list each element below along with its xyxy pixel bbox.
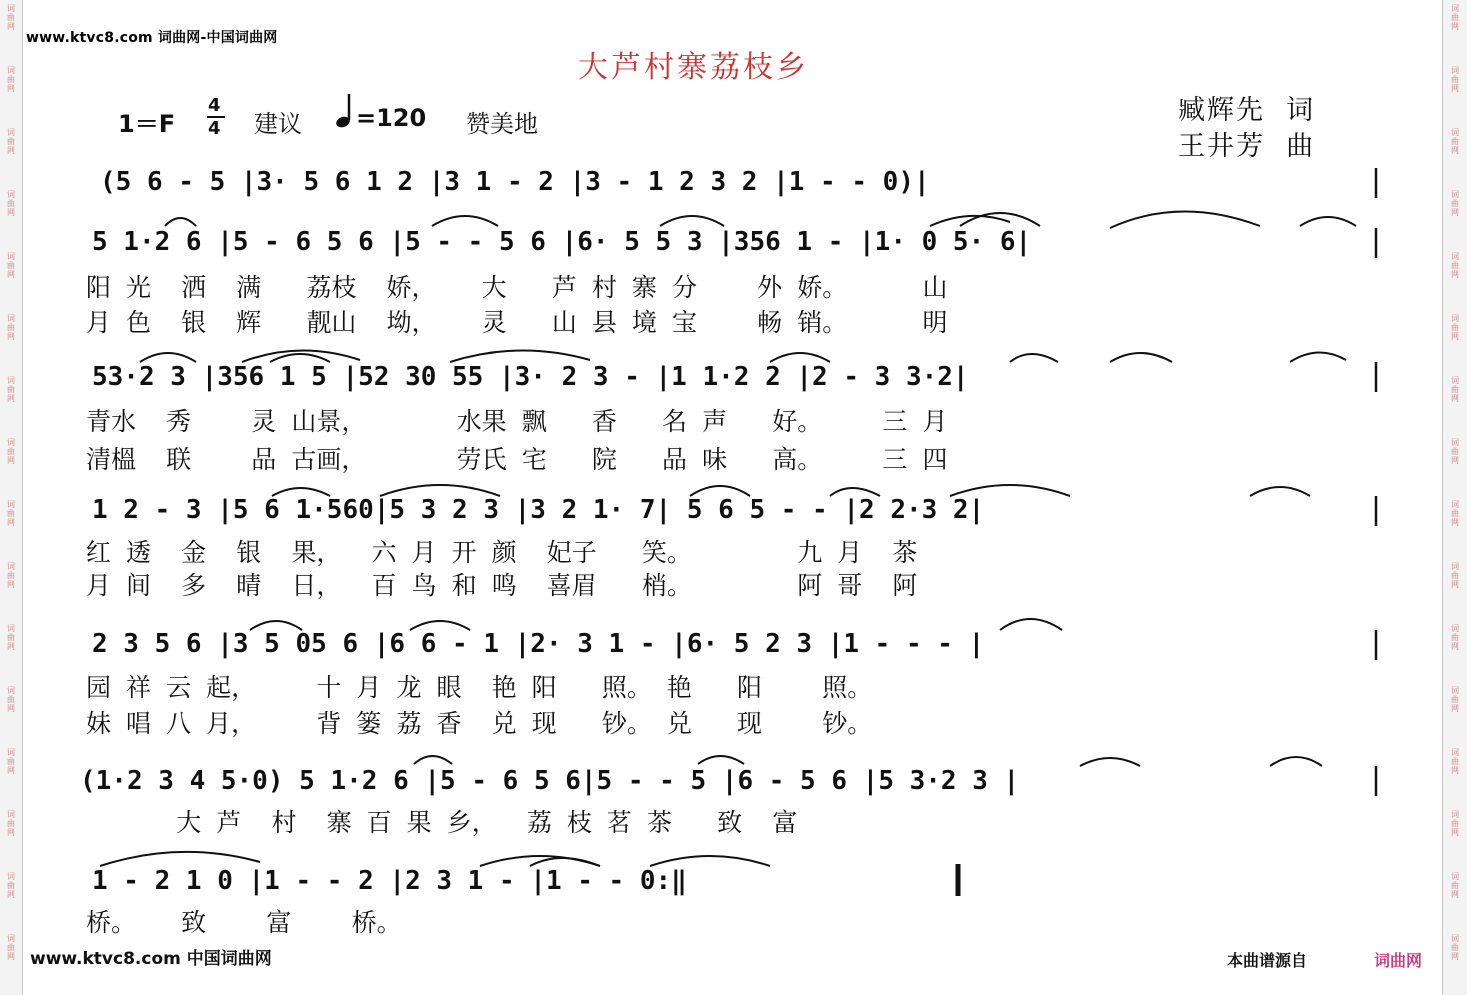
left-watermark-strip	[0, 0, 23, 995]
notation-line: 2 3 5 6 |3 5 05 6 |6 6 - 1 |2· 3 1 - |6· 5 2 3 |1 - - - |	[92, 629, 985, 659]
time-signature-bottom: 4	[208, 118, 221, 139]
notation-line: 53·2 3 |356 1 5 |52 30 55 |3· 2 3 - |1 1·2 2 |2 - 3 3·2|	[92, 362, 969, 392]
notation-line: 5 1·2 6 |5 - 6 5 6 |5 - - 5 6 |6· 5 5 3 |356 1 - |1· 0 5· 6|	[92, 227, 1032, 257]
lyric-line: 月 色 银 辉 靓山 坳， 灵 山 县 境 宝 畅 销。 明	[86, 308, 948, 337]
composer-credit: 王井芳 曲	[1178, 131, 1316, 162]
side-watermark-text: 词 曲 网	[1451, 748, 1459, 775]
side-watermark-text: 词 曲 网	[7, 190, 15, 217]
side-watermark-text: 词 曲 网	[7, 4, 15, 31]
side-watermark-text: 词 曲 网	[1451, 500, 1459, 527]
side-watermark-text: 词 曲 网	[7, 934, 15, 961]
side-watermark-text: 词 曲 网	[7, 314, 15, 341]
notation-line: 1 - 2 1 0 |1 - - 2 |2 3 1 - |1 - - 0:‖	[92, 866, 687, 896]
side-watermark-text: 词 曲 网	[1451, 252, 1459, 279]
song-title: 大芦村寨荔枝乡	[578, 50, 809, 85]
side-watermark-text: 词 曲 网	[1451, 624, 1459, 651]
side-watermark-text: 词 曲 网	[1451, 810, 1459, 837]
notation-line: 1 2 - 3 |5 6 1·560|5 3 2 3 |3 2 1· 7| 5 6 5 - - |2 2·3 2|	[92, 495, 985, 525]
side-watermark-text: 词 曲 网	[7, 810, 15, 837]
lyric-line: 大 芦 村 寨 百 果 乡， 荔 枝 茗 茶 致 富	[86, 808, 798, 837]
side-watermark-text: 词 曲 网	[7, 872, 15, 899]
key-signature: 1＝F	[118, 110, 176, 138]
side-watermark-text: 词 曲 网	[7, 500, 15, 527]
bottom-source-label: 本曲谱源自	[1227, 951, 1308, 970]
side-watermark-text: 词 曲 网	[1451, 66, 1459, 93]
notation-line: (5 6 - 5 |3· 5 6 1 2 |3 1 - 2 |3 - 1 2 3 2 |1 - - 0)|	[100, 167, 930, 197]
side-watermark-text: 词 曲 网	[7, 66, 15, 93]
tempo-label: 建议	[254, 110, 302, 138]
lyric-line: 青水 秀 灵 山景， 水果 飘 香 名 声 好。 三 月	[86, 407, 948, 436]
side-watermark-text: 词 曲 网	[1451, 190, 1459, 217]
side-watermark-text: 词 曲 网	[7, 624, 15, 651]
lyric-line: 清榲 联 品 古画， 劳氏 宅 院 品 味 高。 三 四	[86, 445, 948, 474]
expression-mark: 赞美地	[466, 110, 538, 138]
side-watermark-text: 词 曲 网	[1451, 4, 1459, 31]
top-watermark: www.ktvc8.com 词曲网-中国词曲网	[26, 30, 278, 46]
lyric-line: 红 透 金 银 果， 六 月 开 颜 妃子 笑。 九 月 茶	[86, 538, 918, 567]
final-barlines	[958, 168, 1376, 896]
side-watermark-text: 词 曲 网	[7, 376, 15, 403]
bottom-left-watermark: www.ktvc8.com 中国词曲网	[30, 949, 272, 969]
right-watermark-strip	[1442, 0, 1467, 995]
side-watermark-text: 词 曲 网	[1451, 562, 1459, 589]
notation-line: (1·2 3 4 5·0) 5 1·2 6 |5 - 6 5 6|5 - - 5 |6 - 5 6 |5 3·2 3 |	[80, 766, 1020, 796]
bottom-brand-logo: 词曲网	[1374, 951, 1423, 970]
side-watermark-text: 词 曲 网	[1451, 872, 1459, 899]
lyric-line: 妹 唱 八 月， 背 篓 荔 香 兑 现 钞。 兑 现 钞。	[86, 709, 873, 738]
side-watermark-text: 词 曲 网	[7, 686, 15, 713]
side-watermark-text: 词 曲 网	[7, 562, 15, 589]
quarter-note-icon	[335, 94, 352, 129]
lyric-line: 月 间 多 晴 日， 百 鸟 和 鸣 喜眉 梢。 阿 哥 阿	[86, 571, 918, 600]
time-signature-top: 4	[208, 95, 221, 116]
lyric-line: 桥。 致 富 桥。	[86, 908, 402, 937]
side-watermark-text: 词 曲 网	[1451, 314, 1459, 341]
side-watermark-text: 词 曲 网	[1451, 128, 1459, 155]
side-watermark-text: 词 曲 网	[1451, 686, 1459, 713]
side-watermark-text: 词 曲 网	[1451, 438, 1459, 465]
side-watermark-text: 词 曲 网	[7, 438, 15, 465]
lyric-line: 阳 光 洒 满 荔枝 娇， 大 芦 村 寨 分 外 娇。 山	[86, 273, 948, 302]
side-watermark-text: 词 曲 网	[1451, 376, 1459, 403]
side-watermark-text: 词 曲 网	[1451, 934, 1459, 961]
side-watermark-text: 词 曲 网	[7, 252, 15, 279]
side-watermark-text: 词 曲 网	[7, 748, 15, 775]
lyric-line: 园 祥 云 起， 十 月 龙 眼 艳 阳 照。 艳 阳 照。	[86, 673, 873, 702]
lyricist-credit: 臧辉先 词	[1178, 95, 1316, 126]
side-watermark-text: 词 曲 网	[7, 128, 15, 155]
tempo-value: =120	[356, 104, 427, 132]
